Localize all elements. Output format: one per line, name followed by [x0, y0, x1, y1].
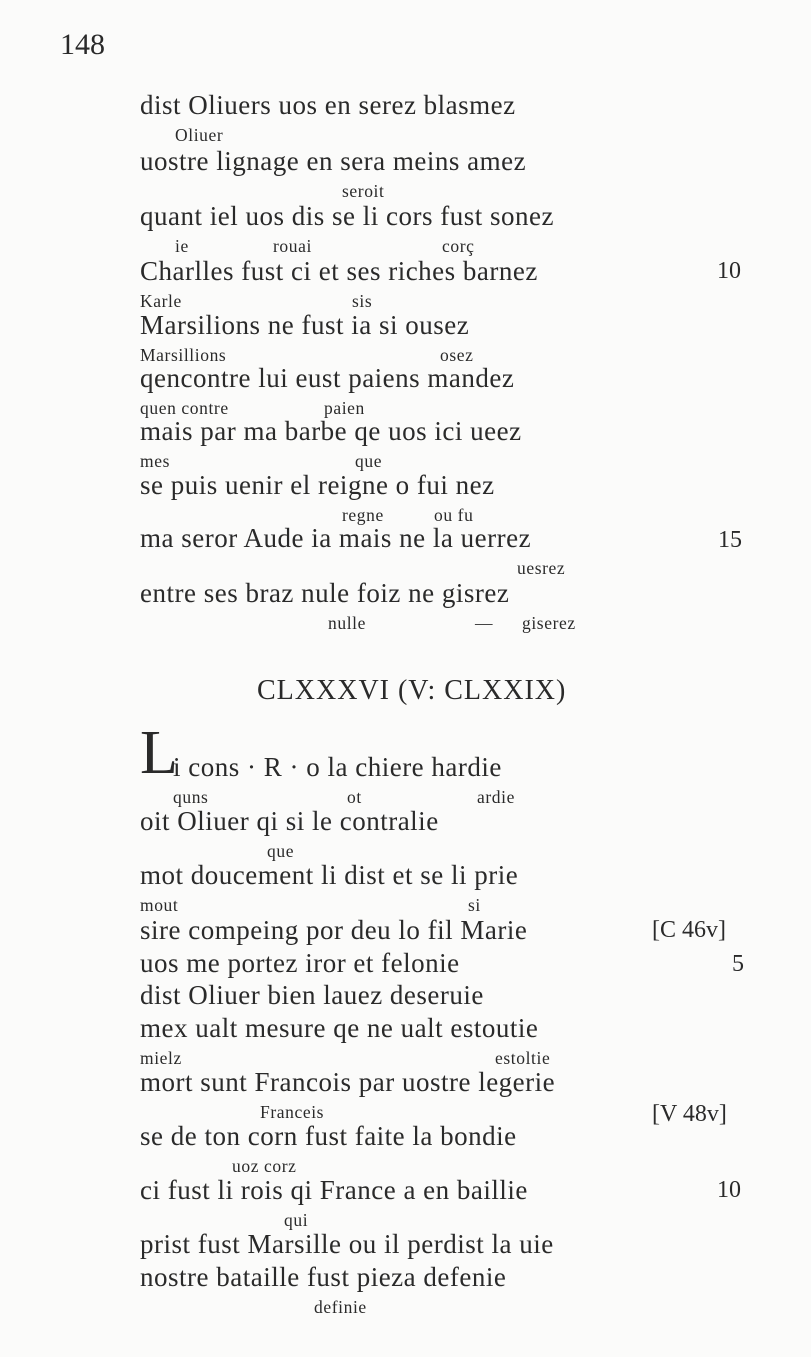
- variant-reading: ou fu: [434, 505, 474, 525]
- line-number: 5: [732, 951, 744, 977]
- variant-reading: quen contre: [140, 398, 229, 418]
- verse-line: quant iel uos dis se li cors fust sonez: [140, 201, 554, 231]
- variant-reading: corç: [442, 236, 475, 256]
- line-number: 15: [718, 527, 742, 553]
- verse-line: entre ses braz nule foiz ne gisrez: [140, 578, 510, 608]
- verse-line: Charlles fust ci et ses riches barnez: [140, 256, 538, 286]
- variant-reading: mout: [140, 895, 179, 915]
- variant-reading: quns: [173, 787, 209, 807]
- drop-cap: L: [140, 719, 178, 787]
- variant-reading: sis: [352, 291, 373, 311]
- verse-line: mex ualt mesure qe ne ualt estoutie: [140, 1013, 539, 1043]
- variant-reading: ardie: [477, 787, 515, 807]
- line-number: 10: [717, 1177, 741, 1203]
- variant-reading: nulle: [328, 613, 366, 633]
- variant-reading: que: [267, 841, 295, 861]
- verse-line: mais par ma barbe qe uos ici ueez: [140, 416, 522, 446]
- variant-reading: giserez: [522, 613, 576, 633]
- variant-reading: ie: [175, 236, 189, 256]
- variant-reading: mielz: [140, 1048, 182, 1068]
- page-number: 148: [60, 28, 105, 61]
- variant-reading: paien: [324, 398, 365, 418]
- variant-reading: Oliuer: [175, 125, 224, 145]
- verse-line: oit Oliuer qi si le contralie: [140, 806, 439, 836]
- variant-reading: estoltie: [495, 1048, 551, 1068]
- variant-reading: osez: [440, 345, 474, 365]
- variant-reading: que: [355, 451, 383, 471]
- verse-line: nostre bataille fust pieza defenie: [140, 1262, 507, 1292]
- verse-line: mot doucement li dist et se li prie: [140, 860, 519, 890]
- verse-line: se de ton corn fust faite la bondie: [140, 1121, 517, 1151]
- verse-line: uos me portez iror et felonie: [140, 948, 460, 978]
- variant-reading: mes: [140, 451, 170, 471]
- manuscript-reference: [V 48v]: [652, 1101, 727, 1127]
- verse-line: qencontre lui eust paiens mandez: [140, 363, 515, 393]
- verse-line: mort sunt Francois par uostre legerie: [140, 1067, 556, 1097]
- verse-line: prist fust Marsille ou il perdist la uie: [140, 1229, 554, 1259]
- section-heading: CLXXXVI (V: CLXXIX): [257, 675, 567, 706]
- line-number: 10: [717, 258, 741, 284]
- verse-line: uostre lignage en sera meins amez: [140, 146, 527, 176]
- verse-line: ci fust li rois qi France a en baillie: [140, 1175, 528, 1205]
- variant-reading: seroit: [342, 181, 385, 201]
- variant-reading: uesrez: [517, 558, 566, 578]
- verse-line: i cons · R · o la chiere hardie: [173, 752, 502, 782]
- verse-line: se puis uenir el reigne o fui nez: [140, 470, 495, 500]
- variant-reading: qui: [284, 1210, 309, 1230]
- verse-line: dist Oliuer bien lauez deseruie: [140, 980, 484, 1010]
- variant-reading: uoz corz: [232, 1156, 297, 1176]
- variant-reading: definie: [314, 1297, 367, 1317]
- verse-line: sire compeing por deu lo fil Marie: [140, 915, 528, 945]
- variant-reading: rouai: [273, 236, 312, 256]
- verse-line: dist Oliuers uos en serez blasmez: [140, 90, 516, 120]
- variant-reading: ot: [347, 787, 362, 807]
- verse-line: ma seror Aude ia mais ne la uerrez: [140, 523, 532, 553]
- verse-line: Marsilions ne fust ia si ousez: [140, 310, 470, 340]
- variant-reading: regne: [342, 505, 384, 525]
- variant-reading: Karle: [140, 291, 182, 311]
- variant-reading: si: [468, 895, 481, 915]
- variant-reading: Franceis: [260, 1102, 325, 1122]
- variant-reading: —: [475, 613, 494, 633]
- variant-reading: Marsillions: [140, 345, 227, 365]
- manuscript-reference: [C 46v]: [652, 917, 726, 943]
